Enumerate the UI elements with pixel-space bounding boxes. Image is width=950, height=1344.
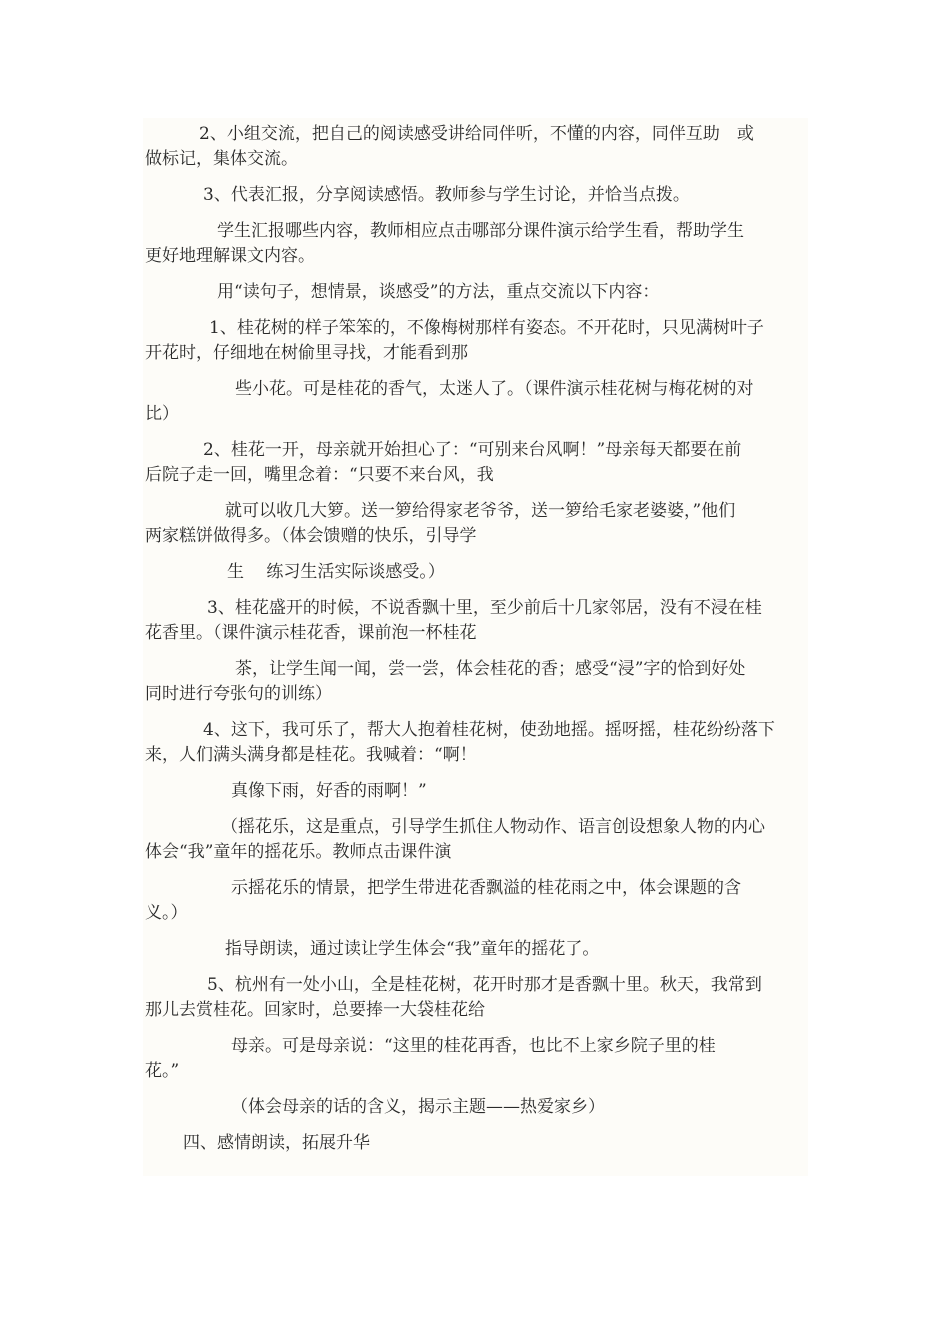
- paragraph-line: 用“读句子，想情景，谈感受”的方法，重点交流以下内容：: [217, 282, 660, 302]
- paragraph-line: 花。”: [145, 1061, 180, 1081]
- paragraph-line: 做标记，集体交流。: [145, 149, 298, 169]
- paragraph: [145, 815, 809, 865]
- paragraph: [145, 779, 809, 804]
- paragraph-line: 指导朗读，通过读让学生体会“我”童年的摇花了。: [225, 939, 600, 959]
- paragraph-line: 2、小组交流，把自己的阅读感受讲给同伴听，不懂的内容，同伴互助 或: [199, 124, 754, 144]
- paragraph-line: 花香里。（课件演示桂花香，课前泡一杯桂花: [145, 623, 477, 643]
- paragraph-line: 义。）: [145, 903, 188, 923]
- paragraph: [145, 718, 809, 768]
- paragraph-line: （体会母亲的话的含义，揭示主题——热爱家乡）: [231, 1097, 605, 1117]
- paragraph: [145, 876, 809, 926]
- paragraph: [145, 937, 809, 962]
- paragraph-line: （摇花乐，这是重点，引导学生抓住人物动作、语言创设想象人物的内心: [221, 817, 765, 837]
- paragraph: [145, 122, 809, 172]
- paragraph-line: 茶，让学生闻一闻，尝一尝，体会桂花的香；感受“浸”字的恰到好处: [235, 659, 746, 679]
- paragraph-line: 些小花。可是桂花的香气，太迷人了。（课件演示桂花树与梅花树的对: [235, 379, 754, 399]
- paragraph: [145, 316, 809, 366]
- paragraph-line: 3、代表汇报，分享阅读感悟。教师参与学生讨论，并恰当点拨。: [203, 185, 690, 205]
- paragraph-line: 就可以收几大箩。送一箩给得家老爷爷，送一箩给毛家老婆婆，”他们: [225, 501, 736, 521]
- paragraph-line: 四、感情朗读，拓展升华: [183, 1133, 370, 1153]
- document-body: [145, 122, 809, 1167]
- paragraph-line: 两家糕饼做得多。（体会馈赠的快乐，引导学: [145, 526, 477, 546]
- paragraph-line: 3、桂花盛开的时候，不说香飘十里，至少前后十几家邻居，没有不浸在桂: [207, 598, 762, 618]
- paragraph-line: 生 练习生活实际谈感受。）: [227, 562, 445, 582]
- paragraph: [145, 1095, 809, 1120]
- paragraph-line: 来，人们满头满身都是桂花。我喊着：“啊！: [145, 745, 477, 765]
- paragraph-line: 同时进行夸张句的训练）: [145, 684, 332, 704]
- paragraph: [145, 1131, 809, 1156]
- paragraph-line: 那儿去赏桂花。回家时，总要捧一大袋桂花给: [145, 1000, 485, 1020]
- paragraph-line: 比）: [145, 404, 179, 424]
- paragraph: [145, 657, 809, 707]
- paragraph-line: 后院子走一回，嘴里念着：“只要不来台风，我: [145, 465, 494, 485]
- paragraph: [145, 438, 809, 488]
- paragraph-line: 2、桂花一开，母亲就开始担心了：“可别来台风啊！”母亲每天都要在前: [203, 440, 742, 460]
- paragraph-line: 母亲。可是母亲说：“这里的桂花再香，也比不上家乡院子里的桂: [231, 1036, 716, 1056]
- paragraph: [145, 1034, 809, 1084]
- paragraph: [145, 183, 809, 208]
- paragraph-line: 4、这下，我可乐了，帮大人抱着桂花树，使劲地摇。摇呀摇，桂花纷纷落下: [203, 720, 775, 740]
- paragraph-line: 真像下雨，好香的雨啊！”: [231, 781, 427, 801]
- paragraph: [145, 377, 809, 427]
- paragraph-line: 示摇花乐的情景，把学生带进花香飘溢的桂花雨之中，体会课题的含: [231, 878, 741, 898]
- paragraph-line: 学生汇报哪些内容，教师相应点击哪部分课件演示给学生看，帮助学生: [217, 221, 744, 241]
- paragraph: [145, 560, 809, 585]
- paragraph: [145, 596, 809, 646]
- paragraph: [145, 280, 809, 305]
- paragraph-line: 更好地理解课文内容。: [145, 246, 315, 266]
- paragraph: [145, 219, 809, 269]
- paragraph-line: 5、杭州有一处小山，全是桂花树，花开时那才是香飘十里。秋天，我常到: [207, 975, 762, 995]
- paragraph: [145, 973, 809, 1023]
- paragraph: [145, 499, 809, 549]
- paragraph-line: 体会“我”童年的摇花乐。教师点击课件演: [145, 842, 452, 862]
- paragraph-line: 开花时，仔细地在树偷里寻找，才能看到那: [145, 343, 468, 363]
- paragraph-line: 1、桂花树的样子笨笨的，不像梅树那样有姿态。不开花时，只见满树叶子: [209, 318, 764, 338]
